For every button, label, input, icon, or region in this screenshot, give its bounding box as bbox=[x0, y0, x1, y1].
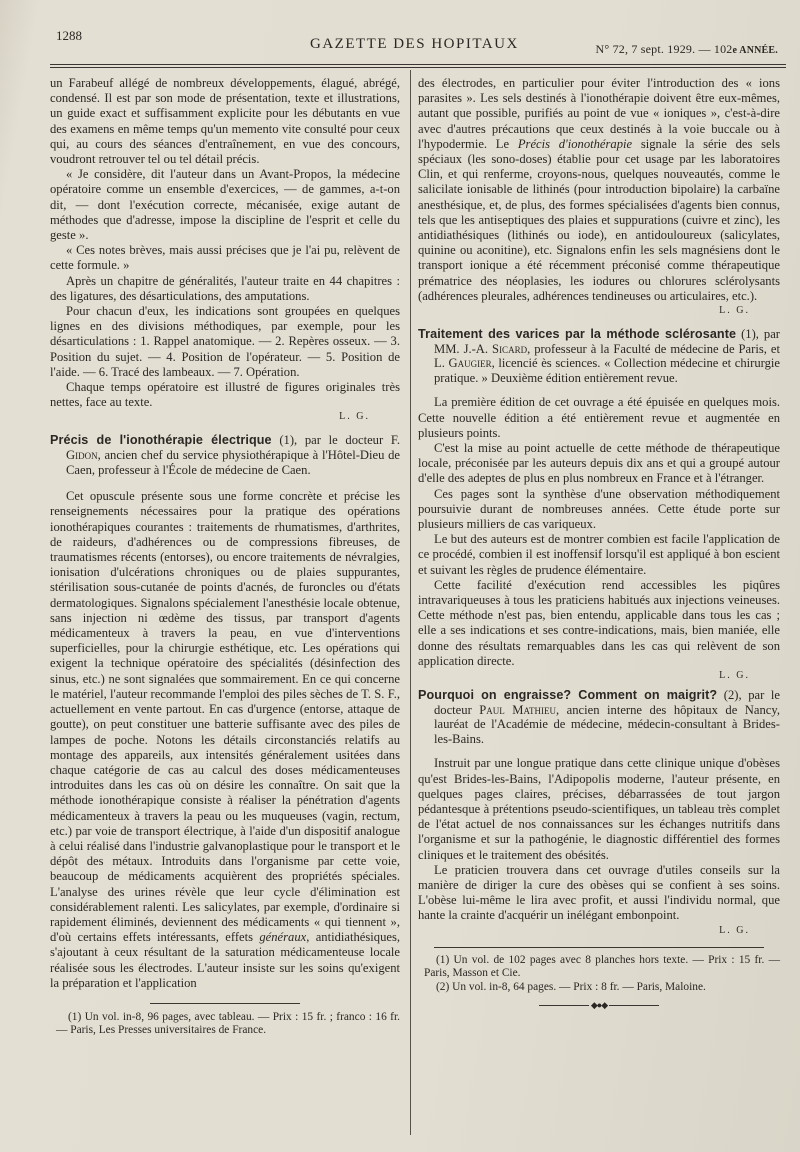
right-paragraph-7: Instruit par une longue pratique dans cette clinique unique d'obèses qu'est Brides-les-Bains, l'Adipopolis moderne, l'auteur présente, en quelques pages claires, précises, débarrassées de tout jargon pédantesque à prétentions pseudo-scientifiques, un tableau très complet de l'état actuel de nos connaissances sur les échanges nutritifs dans l'organisme et sur la pathogénie, le diagnostic différentiel des formes cliniques et le traitement des obésités. bbox=[418, 756, 780, 862]
footnote-rule bbox=[434, 947, 764, 948]
left-paragraph-2: « Je considère, dit l'auteur dans un Avant-Propos, la médecine opératoire comme un ensemble d'exercices, — de gammes, a-t-on dit, — dont l'exécution correcte, mécanisée, exige autant de méthodes que d'adresse, impose la discipline de l'esprit et celle du geste ». bbox=[50, 167, 400, 243]
book-title: Traitement des varices par la méthode sclérosante bbox=[418, 327, 737, 342]
book-by: par le docteur bbox=[434, 688, 780, 717]
left-paragraph-1: un Farabeuf allégé de nombreux développements, élagué, abrégé, condensé. Il est par son mode de présentation, texte et illustrations, un guide exact et suffisamment explicite pour les débutants en vue des examens en même temps qu'un memento vite consulté pour ceux qui, au cours des séances d'entraînement, en vue des concours, voudront retrouver tel ou tel détail précis. bbox=[50, 76, 400, 167]
left-paragraph-7 bbox=[50, 489, 400, 991]
book-author-details: , ancien interne des hôpitaux de Nancy, lauréat de l'Académie de médecine, médecin-consultant à Brides-les-Bains. bbox=[434, 702, 781, 746]
book-title: Précis de l'ionothérapie électrique bbox=[50, 433, 272, 448]
left-paragraph-5: Pour chacun d'eux, les indications sont groupées en quelques lignes en des divisions méthodiques, par exemple, pour les désarticulations : 1. Rappel anatomique. — 2. Repères osseux. — 3. Position du sujet. — 4. Position de l'opérateur. — 5. Position de l'aide. — 6. Tracé des lambeaux. — 7. Opération. bbox=[50, 304, 400, 379]
review-signature: L. G. bbox=[719, 670, 750, 682]
book-author: F. Gidon bbox=[66, 433, 401, 463]
ornament-line-left bbox=[539, 1005, 589, 1006]
book-author: Paul Mathieu bbox=[479, 702, 556, 717]
ornament-icon: ◆●◆ bbox=[590, 999, 608, 1010]
book-title: Pourquoi on engraisse? Comment on maigrit? bbox=[418, 688, 718, 703]
left-paragraph-3: « Ces notes brèves, mais aussi précises que je l'ai pu, relèvent de cette formule. » bbox=[50, 243, 400, 273]
book-footnote-ref: (1), bbox=[741, 327, 759, 342]
column-divider bbox=[410, 70, 411, 1135]
book-footnote-ref: (2), bbox=[723, 688, 742, 703]
book-author-1: J.-A. Sicard bbox=[463, 341, 528, 356]
review-text: Cet opuscule présente sous une forme concrète et précise les renseignements nécessaires pour la pratique des opérations ionothérapiques courantes : traitements de rhumatismes, d'arthrites, de raideurs, d'adhérences ou de compressions fibreuses, de traumatismes récents (entorses), ou encore traitements de névralgies, ionisation d'ulcérations chroniques ou de plaies suppurantes, stérilisation sous-cutanée de points d'acnés, de furoncles ou d'états dermatologiques. Signalons spécialement l'anesthésie locale obtenue, sans injection ni œdème des tissus, par transport d'agents médicamenteux à travers la peau, en vue d'interventions superficielles, pour la chirurgie esthétique, etc. Les opérations qui exigent la technique opératoire des spécialités (désinfection des sinus, etc.) ne sont signalées que sommairement. En ce qui concerne le matériel, l'auteur recommande l'emploi des piles sèches de T. S. F., actuellement en vente partout. En cas d'urgence (entorse, attaque de goutte), on peut constituer une batterie suffisante avec des piles de lampes de poche. Notons les détails circonstanciés relatifs au montage des appareils, aux intensités généralement usitées dans chaque catégorie de cas au calcul des doses médicamenteuses introduites dans les cas où on désire les connaître. On sait que la méthode ionothérapique consiste à réaliser la pénétration d'agents médicamenteux à travers la peau ou les muqueuses (vagin, rectum, etc.) par voie de transport électrique, à l'aide d'un dispositif analogue à celui réalisé dans l'industrie galvanoplastique pour le transport et le dépôt des métaux. Introduits dans l'organisme par cette voie, beaucoup de médicaments acquièrent des propriétés spéciales. L'analyse des urines révèle que leur cycle d'élimination est considérablement ralenti. Les salicylates, par exemple, d'ordinaire si rapidement éliminés, deviennent des médicaments « qui tiennent », d'où certains effets intéressants, effets bbox=[50, 489, 400, 945]
review-signature: L. G. bbox=[339, 411, 370, 423]
review-signature: L. G. bbox=[719, 305, 750, 317]
book-author-2: L. Gaugier bbox=[434, 356, 492, 371]
book-entry-ionotherapie bbox=[50, 433, 400, 477]
review-text-cont: signale la série des sels spéciaux (les sono-doses) établie pour cet usage par les laboratoires Clin, et qui renferme, croyons-nous, quelques nouveautés, comme le salicilate ionisable de lithinés (pour introduction bipolaire) la carbaïne anesthésique, et, de plus, des formes spécialisées d'agents bien connus, tels que les antiseptiques des plaies et suppurations (cuivre et zinc), les antidiathésiques (lithinés ou iode), en antidouloureux (salicylates, quinine ou aconitine), etc. Signalons enfin les sels magnésiens dont le transport ionique a été récemment préconisé comme thérapeutique prématrice des néoplasies, les iodures ou chlorures sclérolysants (adhérences pleurales, adhérences tendineuses ou articulaires, etc.). bbox=[418, 136, 781, 303]
right-paragraph-2: La première édition de cet ouvrage a été épuisée en quelques mois. Cette nouvelle édition a été entièrement revue et augmentée en plusieurs points. bbox=[418, 395, 780, 440]
left-paragraph-4: Après un chapitre de généralités, l'auteur traite en 44 chapitres : des ligatures, des désarticulations, des amputations. bbox=[50, 273, 400, 303]
right-column bbox=[418, 68, 780, 1011]
left-column bbox=[50, 68, 400, 1038]
header-rule bbox=[50, 64, 786, 65]
journal-title: GAZETTE DES HOPITAUX bbox=[310, 36, 519, 52]
italic-book-name: Précis d'ionothérapie bbox=[517, 136, 633, 151]
book-footnote-ref: (1), bbox=[279, 433, 298, 448]
right-paragraph-6: Cette facilité d'exécution rend accessibles les piqûres intravariqueuses à tous les praticiens habitués aux injections veineuses. Cette méthode n'est pas, bien entendu, applicable dans tous les cas ; elle a ses indications et ses contre-indications, mais, bien maniée, elle donne des résultats remarquables dans les cas qui relèvent de son application directe. bbox=[418, 577, 780, 668]
review-text: des électrodes, en particulier pour éviter l'introduction des « ions parasites ». Les sels destinés à l'ionothérapie doivent être eux-mêmes, autant que possible, purifiés au point de vue « ioniques », c'est-à-dire avec d'autres précautions que ceux destinés à la voie buccale ou à l'hypodermie. Le bbox=[418, 76, 780, 151]
footnote-2: (2) Un vol. in-8, 64 pages. — Prix : 8 fr. — Paris, Maloine. bbox=[436, 980, 706, 993]
issue-suffix: e ANNÉE. bbox=[732, 45, 778, 56]
book-by: par MM. bbox=[434, 327, 780, 356]
issue-text: N° 72, 7 sept. 1929. — 102 bbox=[595, 42, 733, 56]
issue-line bbox=[596, 42, 779, 57]
end-ornament bbox=[418, 1000, 780, 1011]
review-text-end: , antidiathésiques, s'ajoutant à ceux résultant de la saturation médicamenteuse locale réalisée sous les électrodes. L'auteur insiste sur les soins qu'exigent la préparation et l'application bbox=[50, 930, 401, 990]
book-entry-obesite bbox=[418, 688, 780, 746]
left-paragraph-6: Chaque temps opératoire est illustré de figures originales très nettes, face au texte. bbox=[50, 380, 400, 410]
footnote-1: (1) Un vol. de 102 pages avec 8 planches hors texte. — Prix : 15 fr. — Paris, Masson et Cie. bbox=[424, 953, 780, 980]
right-paragraph-4: Ces pages sont la synthèse d'une observation méthodiquement poursuivie durant de nombreuses années. Cette étude porte sur plusieurs milliers de cas variqueux. bbox=[418, 486, 780, 532]
right-paragraph-8: Le praticien trouvera dans cet ouvrage d'utiles conseils sur la manière de diriger la cure des obèses qui se confient à ses soins. L'obèse lui-même le lira avec profit, et aussi l'individu normal, que hante la crainte d'acquérir un inélégant embonpoint. bbox=[418, 862, 780, 923]
right-paragraph-5: Le but des auteurs est de montrer combien est facile l'application de ce procédé, combien il est inoffensif lorsqu'il est appliqué à bon escient et suivant les règles de prudence élémentaire. bbox=[418, 532, 780, 577]
page-header bbox=[48, 24, 782, 64]
ornament-line-right bbox=[609, 1005, 659, 1006]
italic-term: généraux bbox=[259, 930, 307, 945]
book-entry-varices bbox=[418, 327, 780, 385]
book-by: par le docteur bbox=[304, 433, 384, 448]
page-number: 1288 bbox=[56, 28, 82, 43]
book-author-details: , professeur à la Faculté de médecine de Paris, et bbox=[527, 341, 780, 356]
book-author-details: , ancien chef du service physiothérapique à l'Hôtel-Dieu de Caen, professeur à l'École de médecine de Caen. bbox=[66, 448, 400, 477]
book-collection: , licencié ès sciences. « Collection médecine et chirurgie pratique. » Deuxième édition entièrement revue. bbox=[434, 356, 780, 385]
right-paragraph-1 bbox=[418, 76, 780, 304]
footnote-rule bbox=[150, 1003, 300, 1004]
right-paragraph-3: C'est la mise au point actuelle de cette méthode de thérapeutique locale, préconisée par les auteurs depuis dix ans et qui a groupé autour d'elle des adeptes de plus en plus nombreux en France et à l'étranger. bbox=[418, 441, 780, 486]
review-signature: L. G. bbox=[719, 924, 750, 936]
footnote-1: (1) Un vol. in-8, 96 pages, avec tableau. — Prix : 15 fr. ; franco : 16 fr. — Paris, Les Presses universitaires de France. bbox=[56, 1010, 400, 1037]
